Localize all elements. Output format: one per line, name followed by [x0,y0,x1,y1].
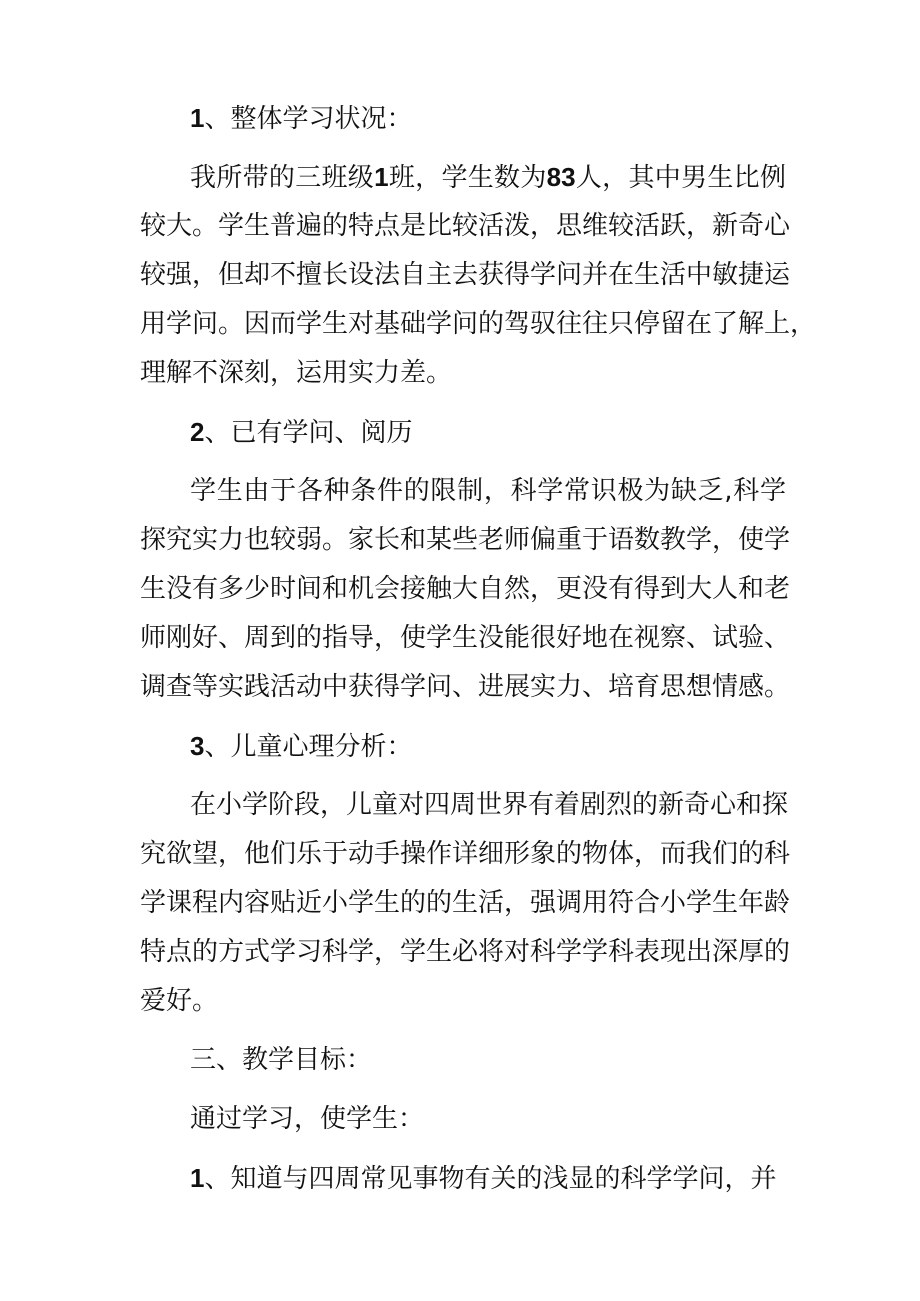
text-segment: 、整体学习状况： [204,104,413,134]
text-line [140,830,791,879]
text-line [140,1154,786,1203]
section-heading [140,722,786,771]
text-line [140,928,791,977]
text-line [140,565,791,614]
text-segment: 爱好。 [140,986,219,1016]
text-segment: 特点的方式学习科学，学生必将对科学学科表现出深厚的 [140,937,791,967]
bold-number: 2 [190,417,205,447]
text-segment: 调查等实践活动中获得学问、进展实力、培育思想情感。 [140,672,791,702]
text-segment: 探究实力也较弱。家长和某些老师偏重于语数教学，使学 [140,525,791,555]
text-segment: 生没有多少时间和机会接触大自然，更没有得到大人和老 [140,574,791,604]
text-line [140,408,786,457]
text-segment: 、已有学问、阅历 [204,418,413,448]
text-line [140,781,789,830]
section-heading [140,94,786,143]
text-segment: 在小学阶段，儿童对四周世界有着剧烈的新奇心和探 [190,790,789,820]
document-page [140,94,817,1203]
text-segment: 、儿童心理分析： [204,732,413,762]
text-segment: 学课程内容贴近小学生的的生活，强调用符合小学生年龄 [140,888,791,918]
text-segment: 、知道与四周常见事物有关的浅显的科学学问，并 [204,1164,777,1194]
text-segment: 我所带的三班级 [190,163,375,193]
text-line [140,722,786,771]
text-line [140,94,786,143]
text-line [140,663,791,712]
text-segment: 较大。学生普遍的特点是比较活泼，思维较活跃，新奇心 [140,211,791,241]
text-line [140,1095,786,1144]
bold-number: 3 [190,731,205,761]
text-line [140,202,791,251]
text-line [140,300,817,349]
section-heading [140,1095,786,1144]
text-segment: 学生由于各种条件的限制，科学常识极为缺乏,科学 [190,476,786,506]
text-line [140,153,786,202]
text-segment: 究欲望，他们乐于动手操作详细形象的物体，而我们的科 [140,839,791,869]
text-line [140,977,786,1026]
bold-number: 1 [190,1163,205,1193]
text-segment: 班，学生数为 [388,163,547,193]
text-line [140,879,791,928]
text-line [140,251,791,300]
text-line [140,1036,786,1085]
paragraph [140,781,791,1026]
text-segment: 理解不深刻，运用实力差。 [140,358,453,388]
section-heading [140,408,786,457]
text-segment: 通过学习，使学生： [190,1104,425,1134]
text-segment: 人，其中男生比例 [575,163,786,193]
text-segment: 用学问。因而学生对基础学问的驾驭往往只停留在了解上， [140,309,817,339]
text-line [140,467,786,516]
section-heading [140,1036,786,1085]
bold-number: 1 [190,103,205,133]
paragraph [140,467,791,712]
bold-number: 83 [546,162,576,192]
text-segment: 三、教学目标： [190,1045,373,1075]
text-line [140,349,786,398]
text-segment: 较强，但却不擅长设法自主去获得学问并在生活中敏捷运 [140,260,791,290]
text-segment: 师刚好、周到的指导，使学生没能很好地在视察、试验、 [140,623,791,653]
text-line [140,516,791,565]
paragraph [140,153,817,398]
bold-number: 1 [374,162,389,192]
text-line [140,614,791,663]
section-heading [140,1154,786,1203]
